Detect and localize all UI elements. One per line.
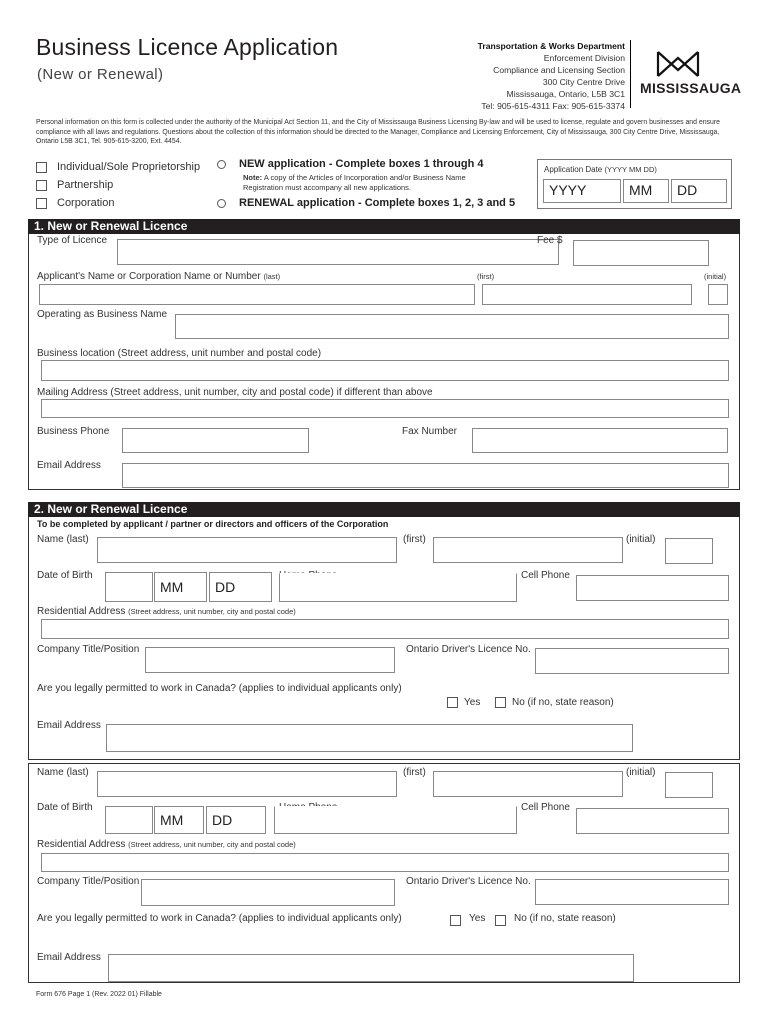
p2-company-title-field[interactable] bbox=[141, 879, 395, 906]
individual-checkbox[interactable] bbox=[36, 162, 47, 173]
p2-permitted-no-checkbox[interactable] bbox=[495, 915, 506, 926]
fax-number-field[interactable] bbox=[472, 428, 728, 453]
p2-residential-label bbox=[37, 839, 296, 850]
applicant-name-text: Applicant's Name or Corporation Name or Number bbox=[37, 271, 261, 282]
fee-label: Fee $ bbox=[537, 235, 563, 246]
section-1-header: 1. New or Renewal Licence bbox=[28, 219, 740, 234]
p1-first-name-field[interactable] bbox=[433, 537, 623, 563]
applicant-first-label bbox=[477, 271, 494, 282]
p1-dob-year-field[interactable] bbox=[105, 572, 153, 602]
business-phone-field[interactable] bbox=[122, 428, 309, 453]
p2-dob-label: Date of Birth bbox=[37, 802, 93, 813]
p1-permitted-no-checkbox[interactable] bbox=[495, 697, 506, 708]
p2-dob-month-field[interactable]: MM bbox=[154, 806, 204, 834]
applicant-last-hint: (last) bbox=[263, 272, 281, 281]
p2-first-name-field[interactable] bbox=[433, 771, 623, 797]
section-2-person-2 bbox=[28, 763, 740, 983]
p1-company-title-label: Company Title/Position bbox=[37, 644, 140, 655]
p2-initial-label: (initial) bbox=[626, 767, 656, 778]
p1-cell-phone-label: Cell Phone bbox=[521, 570, 570, 581]
p2-name-last-label: Name (last) bbox=[37, 767, 89, 778]
header-divider bbox=[630, 40, 631, 108]
applicant-last-name-field[interactable] bbox=[39, 284, 475, 305]
section-2-subtitle: To be completed by applicant / partner or directors and officers of the Corporation bbox=[37, 519, 389, 529]
section-1 bbox=[28, 234, 740, 490]
p2-email-label: Email Address bbox=[37, 952, 101, 963]
p2-dob-year-field[interactable] bbox=[105, 806, 153, 834]
p1-residential-label bbox=[37, 606, 296, 617]
p2-cell-phone-label: Cell Phone bbox=[521, 802, 570, 813]
mailing-address-label: Mailing Address (Street address, unit number, city and postal code) if different than above bbox=[37, 387, 433, 398]
partnership-label: Partnership bbox=[57, 179, 114, 191]
applicant-first-hint: (first) bbox=[477, 272, 495, 281]
note-text: A copy of the Articles of Incorporation and/or Business Name Registration must accompany all new applications. bbox=[243, 173, 466, 192]
p2-residential-text: Residential Address bbox=[37, 839, 126, 850]
department-info bbox=[478, 40, 625, 112]
section-2-person-1 bbox=[28, 517, 740, 760]
section-2-header: 2. New or Renewal Licence bbox=[28, 502, 740, 517]
logo-text: MISSISSAUGA bbox=[640, 80, 742, 96]
app-date-day-field[interactable]: DD bbox=[671, 179, 727, 203]
p1-initial-label: (initial) bbox=[626, 534, 656, 545]
fee-field[interactable] bbox=[573, 240, 709, 266]
p2-yes-label: Yes bbox=[469, 913, 486, 924]
p2-cell-phone-field[interactable] bbox=[576, 808, 729, 834]
page-subtitle: (New or Renewal) bbox=[37, 66, 164, 83]
p2-drivers-licence-label: Ontario Driver's Licence No. bbox=[406, 876, 531, 887]
individual-label: Individual/Sole Proprietorship bbox=[57, 161, 201, 173]
p2-home-phone-field[interactable] bbox=[274, 806, 517, 834]
business-location-field[interactable] bbox=[41, 360, 729, 381]
p1-permitted-label: Are you legally permitted to work in Canada? (applies to individual applicants only) bbox=[37, 683, 402, 694]
note-bold: Note: bbox=[243, 173, 263, 182]
business-phone-label: Business Phone bbox=[37, 426, 110, 437]
mississauga-logo-icon bbox=[656, 50, 700, 78]
applicant-initial-label bbox=[704, 271, 726, 282]
p1-dob-label: Date of Birth bbox=[37, 570, 93, 581]
p1-email-field[interactable] bbox=[106, 724, 633, 752]
p2-first-label: (first) bbox=[403, 767, 426, 778]
p1-residential-text: Residential Address bbox=[37, 606, 126, 617]
partnership-checkbox[interactable] bbox=[36, 180, 47, 191]
renewal-application-label: RENEWAL application - Complete boxes 1, 2, 3 and 5 bbox=[239, 197, 516, 209]
dept-tel-fax: Tel: 905-615-4311 Fax: 905-615-3374 bbox=[481, 101, 625, 111]
email-label: Email Address bbox=[37, 460, 101, 471]
application-date-box bbox=[537, 159, 732, 209]
p1-dob-month-field[interactable]: MM bbox=[154, 572, 207, 602]
app-date-year-field[interactable]: YYYY bbox=[543, 179, 621, 203]
renewal-application-radio[interactable] bbox=[217, 199, 226, 208]
p2-residential-field[interactable] bbox=[41, 853, 729, 872]
applicant-initial-hint: (initial) bbox=[704, 272, 727, 281]
p2-no-label: No (if no, state reason) bbox=[514, 913, 616, 924]
p2-permitted-label: Are you legally permitted to work in Canada? (applies to individual applicants only) bbox=[37, 913, 402, 924]
page-title: Business Licence Application bbox=[36, 34, 339, 60]
p2-permitted-yes-checkbox[interactable] bbox=[450, 915, 461, 926]
corporation-checkbox[interactable] bbox=[36, 198, 47, 209]
applicant-initial-field[interactable] bbox=[708, 284, 728, 305]
p1-email-label: Email Address bbox=[37, 720, 101, 731]
applicant-name-label bbox=[37, 271, 280, 282]
app-date-format: (YYYY MM DD) bbox=[604, 165, 657, 174]
p1-yes-label: Yes bbox=[464, 697, 481, 708]
type-of-licence-label: Type of Licence bbox=[37, 235, 108, 246]
dept-division: Enforcement Division bbox=[543, 53, 625, 63]
application-date-label bbox=[544, 165, 657, 174]
dept-city: Mississauga, Ontario, L5B 3C1 bbox=[506, 89, 625, 99]
p2-residential-hint: (Street address, unit number, city and postal code) bbox=[128, 840, 296, 849]
dept-section: Compliance and Licensing Section bbox=[493, 65, 625, 75]
fax-number-label: Fax Number bbox=[402, 426, 458, 437]
app-date-label-text: Application Date bbox=[544, 165, 603, 174]
p2-email-field[interactable] bbox=[108, 954, 634, 982]
applicant-first-name-field[interactable] bbox=[482, 284, 692, 305]
email-field[interactable] bbox=[122, 463, 729, 488]
dept-address: 300 City Centre Drive bbox=[542, 77, 625, 87]
dept-name: Transportation & Works Department bbox=[477, 41, 625, 51]
p1-home-phone-field[interactable] bbox=[279, 573, 517, 602]
p2-dob-day-field[interactable]: DD bbox=[206, 806, 266, 834]
p1-permitted-yes-checkbox[interactable] bbox=[447, 697, 458, 708]
p1-no-label: No (if no, state reason) bbox=[512, 697, 614, 708]
p1-cell-phone-field[interactable] bbox=[576, 575, 729, 601]
operating-as-label: Operating as Business Name bbox=[37, 309, 168, 320]
p1-residential-hint: (Street address, unit number, city and postal code) bbox=[128, 607, 296, 616]
p2-drivers-licence-field[interactable] bbox=[535, 879, 729, 905]
corporation-label: Corporation bbox=[57, 197, 115, 209]
p1-residential-field[interactable] bbox=[41, 619, 729, 639]
new-application-note bbox=[243, 173, 493, 193]
new-application-label: NEW application - Complete boxes 1 through 4 bbox=[239, 158, 484, 170]
p1-initial-field[interactable] bbox=[665, 538, 713, 564]
privacy-notice: Personal information on this form is collected under the authority of the Municipal Act Section 11, and the City of Mississauga Business Licensing By-law and will be used to license, regulate and govern businesses and ensure compliance with all laws and regulations. Questions about the collection of this information should be directed to the Manager, Compliance and Licensing Enforcement, City of Mississauga, 300 City Centre Drive, Mississauga, Ontario L5B 3C1, Tel. 905-615-3200, Ext. 4454. bbox=[36, 119, 720, 145]
app-date-month-field[interactable]: MM bbox=[623, 179, 669, 203]
p2-last-name-field[interactable] bbox=[97, 771, 397, 797]
p1-drivers-licence-field[interactable] bbox=[535, 648, 729, 674]
p1-drivers-licence-label: Ontario Driver's Licence No. bbox=[406, 644, 531, 655]
business-location-label: Business location (Street address, unit number and postal code) bbox=[37, 348, 322, 359]
mailing-address-field[interactable] bbox=[41, 399, 729, 418]
p1-company-title-field[interactable] bbox=[145, 647, 395, 673]
operating-as-field[interactable] bbox=[175, 314, 729, 339]
p1-dob-day-field[interactable]: DD bbox=[209, 572, 272, 602]
form-footer: Form 676 Page 1 (Rev. 2022 01) Fillable bbox=[36, 991, 162, 998]
p2-initial-field[interactable] bbox=[665, 772, 713, 798]
p1-last-name-field[interactable] bbox=[97, 537, 397, 563]
p1-name-last-label: Name (last) bbox=[37, 534, 89, 545]
type-of-licence-field[interactable] bbox=[117, 239, 559, 265]
new-application-radio[interactable] bbox=[217, 160, 226, 169]
p1-first-label: (first) bbox=[403, 534, 426, 545]
p2-company-title-label: Company Title/Position bbox=[37, 876, 140, 887]
